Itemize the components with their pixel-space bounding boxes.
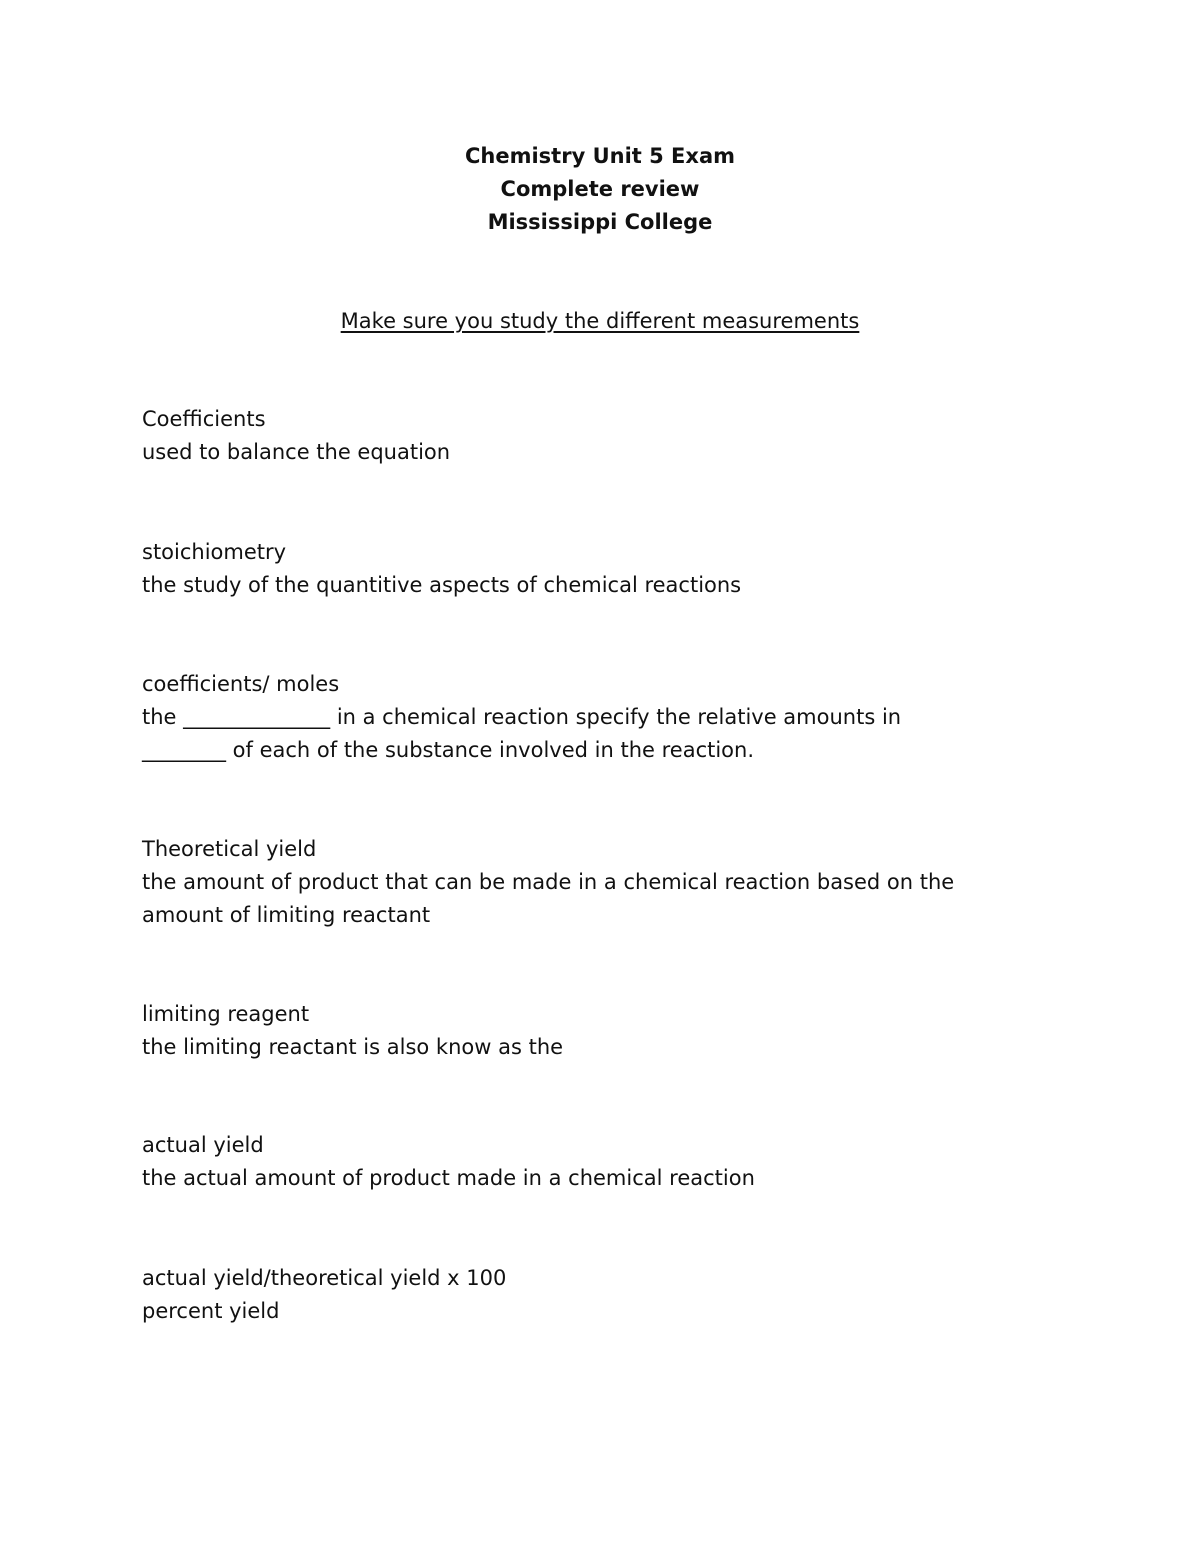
entry-definition: the amount of product that can be made in a chemical reaction based on the bbox=[142, 870, 955, 894]
entry-coefficients-moles bbox=[142, 668, 1082, 767]
entry-limiting-reagent bbox=[142, 998, 1082, 1064]
entry-definition: amount of limiting reactant bbox=[142, 903, 431, 927]
entry-term: actual yield/theoretical yield x 100 bbox=[142, 1266, 507, 1290]
entry-definition: the limiting reactant is also know as the bbox=[142, 1035, 564, 1059]
entry-term: stoichiometry bbox=[142, 540, 287, 564]
entry-term: Coefficients bbox=[142, 407, 266, 431]
document-subtitle: Complete review bbox=[500, 177, 700, 201]
entry-theoretical-yield bbox=[142, 833, 1082, 932]
document-header bbox=[0, 140, 1200, 239]
entry-term: coefficients/ moles bbox=[142, 672, 340, 696]
entry-definition: percent yield bbox=[142, 1299, 280, 1323]
entry-term: Theoretical yield bbox=[142, 837, 317, 861]
entry-stoichiometry bbox=[142, 536, 1082, 602]
entry-definition: the study of the quantitive aspects of chemical reactions bbox=[142, 573, 742, 597]
entry-percent-yield bbox=[142, 1262, 1082, 1328]
study-note: Make sure you study the different measurements bbox=[340, 309, 860, 333]
institution-name: Mississippi College bbox=[487, 210, 713, 234]
entry-definition: the ______________ in a chemical reaction specify the relative amounts in bbox=[142, 705, 902, 729]
entry-term: limiting reagent bbox=[142, 1002, 310, 1026]
entry-definition: ________ of each of the substance involved in the reaction. bbox=[142, 738, 755, 762]
entry-actual-yield bbox=[142, 1129, 1082, 1195]
document-title: Chemistry Unit 5 Exam bbox=[465, 144, 735, 168]
entry-term: actual yield bbox=[142, 1133, 264, 1157]
entry-definition: the actual amount of product made in a chemical reaction bbox=[142, 1166, 755, 1190]
entry-definition: used to balance the equation bbox=[142, 440, 451, 464]
entry-coefficients bbox=[142, 403, 1082, 469]
